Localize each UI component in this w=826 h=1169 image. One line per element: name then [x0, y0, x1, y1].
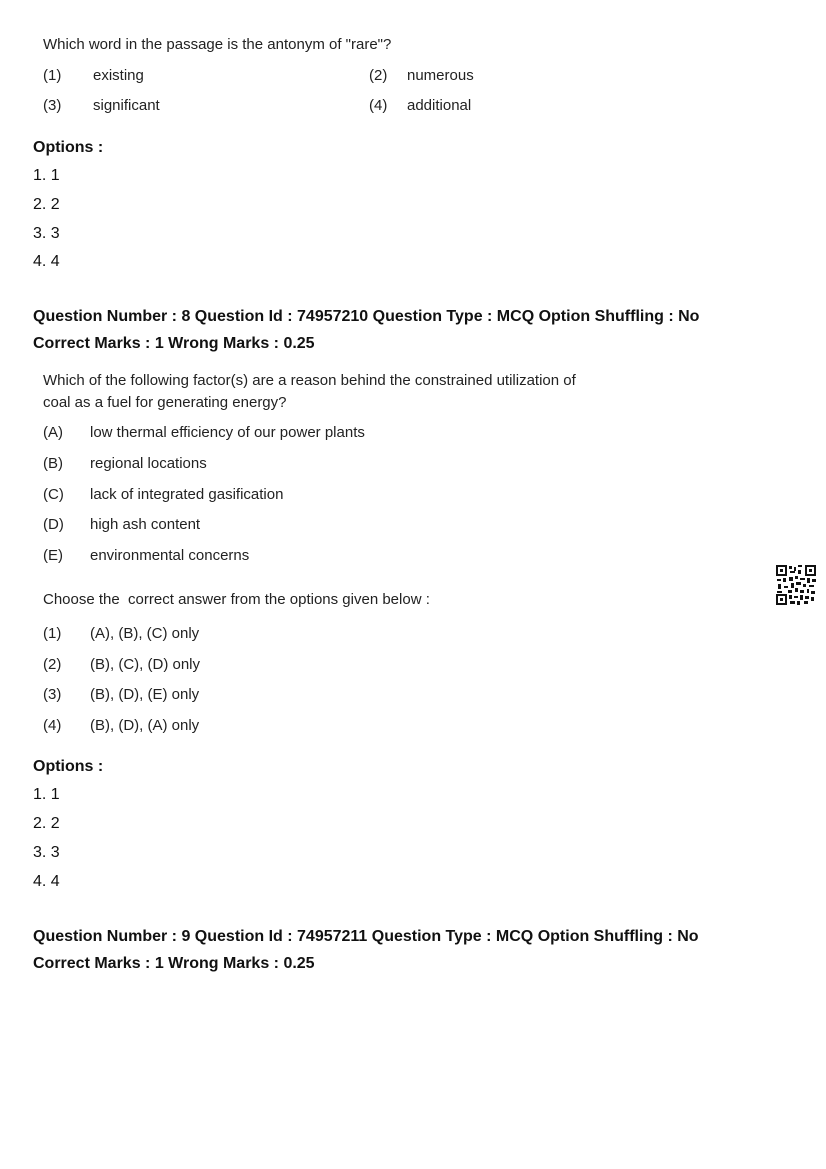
q8-choice-4-text: (B), (D), (A) only [90, 717, 200, 734]
q8-question-line2: coal as a fuel for generating energy? [43, 394, 287, 411]
qr-code-icon [776, 565, 816, 605]
q8-choice-3-text: (B), (D), (E) only [90, 686, 200, 703]
q8-choice-2-text: (B), (C), (D) only [90, 656, 200, 673]
q9-header: Question Number : 9 Question Id : 74957211 Question Type : MCQ Option Shuffling : No [33, 928, 699, 945]
q7-choice-2-num: (2) [369, 67, 388, 84]
q7-choice-1-num: (1) [43, 67, 62, 84]
q8-choice-1-text: (A), (B), (C) only [90, 625, 200, 642]
q7-question: Which word in the passage is the antonym of "rare"? [43, 36, 392, 53]
q8-statement-d-num: (D) [43, 516, 64, 533]
q7-option-2: 2. 2 [33, 196, 60, 213]
q7-choice-4-text: additional [407, 97, 472, 114]
q7-option-3: 3. 3 [33, 225, 60, 242]
q8-option-3: 3. 3 [33, 844, 60, 861]
q8-option-4: 4. 4 [33, 873, 60, 890]
q8-statement-a-num: (A) [43, 424, 63, 441]
q8-question-line1: Which of the following factor(s) are a reason behind the constrained utilization of [43, 372, 576, 389]
q7-options-label: Options : [33, 139, 104, 156]
q8-choice-2-num: (2) [43, 656, 62, 673]
q8-choice-3-num: (3) [43, 686, 62, 703]
q7-choice-3-num: (3) [43, 97, 62, 114]
q8-statement-d-text: high ash content [90, 516, 201, 533]
q7-choice-3-text: significant [93, 97, 160, 114]
q8-option-1: 1. 1 [33, 786, 60, 803]
q8-statement-b-num: (B) [43, 455, 63, 472]
q8-statement-b-text: regional locations [90, 455, 207, 472]
q8-statement-e-text: environmental concerns [90, 547, 250, 564]
q7-option-4: 4. 4 [33, 253, 60, 270]
q8-statement-c-text: lack of integrated gasification [90, 486, 284, 503]
q8-instruction: Choose the correct answer from the options given below : [43, 591, 430, 608]
q8-header: Question Number : 8 Question Id : 74957210 Question Type : MCQ Option Shuffling : No [33, 308, 700, 325]
q9-marks: Correct Marks : 1 Wrong Marks : 0.25 [33, 955, 315, 972]
q7-choice-1-text: existing [93, 67, 144, 84]
q8-statement-e-num: (E) [43, 547, 63, 564]
q8-choice-1-num: (1) [43, 625, 62, 642]
q8-option-2: 2. 2 [33, 815, 60, 832]
q7-choice-2-text: numerous [407, 67, 474, 84]
q7-choice-4-num: (4) [369, 97, 388, 114]
q8-statement-c-num: (C) [43, 486, 64, 503]
q8-statement-a-text: low thermal efficiency of our power plants [90, 424, 365, 441]
q7-option-1: 1. 1 [33, 167, 60, 184]
q8-marks: Correct Marks : 1 Wrong Marks : 0.25 [33, 335, 315, 352]
q8-choice-4-num: (4) [43, 717, 62, 734]
q8-options-label: Options : [33, 758, 104, 775]
